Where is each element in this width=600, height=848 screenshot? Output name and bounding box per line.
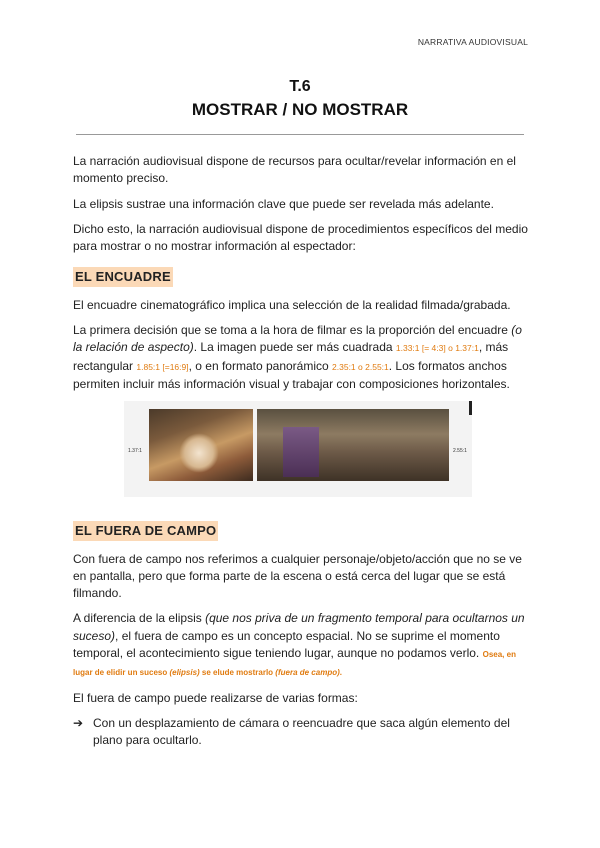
title-text: MOSTRAR / NO MOSTRAR: [191, 100, 409, 119]
aspect-ratio-comparison-image: [124, 401, 472, 497]
note-run: .: [339, 668, 342, 678]
text-run-italic: (o la relación de aspecto): [73, 323, 522, 355]
note-run-italic: (elipsis): [169, 668, 200, 678]
film-still-square: [149, 409, 253, 481]
encuadre-paragraph-ratios: [73, 322, 533, 393]
fuera-paragraph: El fuera de campo puede realizarse de varias formas:: [73, 690, 358, 705]
text-run: A diferencia de la elipsis: [73, 611, 206, 626]
aspect-ratio-label: 2.55:1: [365, 361, 389, 372]
section-heading-encuadre: EL ENCUADRE: [73, 267, 173, 286]
text-run: , el fuera de campo es un concepto espacial. No se suprime el momento temporal, el acontecimiento sigue teniendo lugar, aunque no podamos verlo.: [73, 628, 500, 661]
text-run: . Los formatos anchos permiten incluir más información visual y trabajar con composiciones horizontales.: [73, 358, 510, 391]
methods-list: [73, 715, 533, 750]
text-run: . La imagen puede ser más cuadrada: [193, 340, 396, 355]
text-run: o: [355, 361, 366, 372]
aspect-ratio-label: 2.35:1: [332, 361, 356, 372]
image-edge-mark: [469, 401, 472, 415]
aspect-ratio-label: 1.85:1 [=16:9]: [136, 361, 189, 372]
arrow-bullet-icon: ➔: [73, 715, 84, 730]
text-run: , más rectangular: [73, 340, 509, 373]
section-heading-fuera-de-campo: EL FUERA DE CAMPO: [73, 521, 218, 540]
list-item: [73, 715, 533, 750]
title-divider: [76, 134, 524, 135]
note-run: Osea, en lugar de elidir un suceso: [73, 650, 516, 678]
aspect-ratio-label: 1.37:1: [455, 343, 479, 354]
intro-paragraph: La narración audiovisual dispone de recursos para ocultar/revelar información en el momento preciso.: [73, 154, 516, 186]
fuera-paragraph-elipsis: [73, 610, 533, 681]
text-run-italic: (que nos priva de un fragmento temporal para ocultarnos un suceso): [73, 611, 525, 643]
text-run: La primera decisión que se toma a la hora de filmar es la proporción del encuadre: [73, 323, 512, 338]
list-item-text: Con un desplazamiento de cámara o reencuadre que saca algún elemento del plano para ocultarlo.: [93, 715, 510, 748]
fuera-paragraph: Con fuera de campo nos referimos a cualquier personaje/objeto/acción que no se ve en pantalla, pero que forma parte de la escena o está cerca del lugar que se está filmando.: [73, 551, 522, 601]
document-header: NARRATIVA AUDIOVISUAL: [417, 37, 528, 47]
title-number: T.6: [289, 78, 311, 95]
document-title: [0, 76, 600, 122]
note-run-italic: (fuera de campo): [275, 668, 340, 678]
intro-paragraph: La elipsis sustrae una información clave que puede ser revelada más adelante.: [73, 196, 494, 211]
image-label-left: 1.37:1: [128, 448, 142, 455]
note-run: se elude mostrarlo: [199, 668, 276, 678]
film-still-widescreen: [257, 409, 449, 481]
text-run: , o en formato panorámico: [188, 358, 333, 373]
encuadre-paragraph: El encuadre cinematográfico implica una selección de la realidad filmada/grabada.: [73, 297, 511, 312]
aspect-ratio-label: 1.33:1 [= 4:3]: [395, 343, 446, 354]
intro-paragraph: Dicho esto, la narración audiovisual dispone de procedimientos específicos del medio para mostrar o no mostrar información al espectador:: [73, 221, 528, 254]
image-label-right: 2.55:1: [453, 448, 467, 455]
text-run: o: [445, 343, 456, 354]
document-body: [73, 153, 533, 750]
